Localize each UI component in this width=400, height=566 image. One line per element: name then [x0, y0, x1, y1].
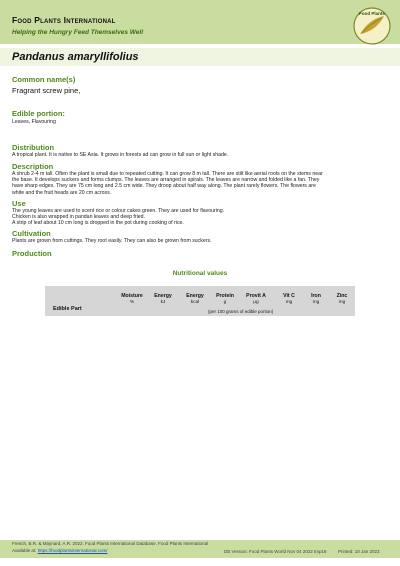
- website-link[interactable]: https://foodplantsinternational.com/: [37, 548, 108, 553]
- edible-portion-value: Leaves, Flavouring: [12, 119, 56, 125]
- description-line: white and the fruit heads are 20 cm across.: [12, 189, 112, 196]
- edible-part-label: Edible Part: [53, 306, 82, 312]
- nutrient-unit: g: [223, 300, 227, 305]
- food-plants-logo-icon: [352, 6, 392, 46]
- db-version: DB Version: Food Plants World Nov 04 2022 tmp16: [224, 549, 327, 554]
- production-heading: Production: [12, 249, 52, 258]
- nutrient-name: Energy: [186, 293, 204, 299]
- use-line: A strip of leaf about 10 cm long is dropped in the pot during cooking of rice.: [12, 220, 184, 227]
- description-text: [12, 171, 388, 196]
- nutrient-unit: mg: [285, 300, 293, 305]
- nutrient-name: Moisture: [121, 293, 143, 299]
- nutrient-name: Provit A: [246, 293, 266, 299]
- cultivation-text: Plants are grown from cuttings. They root easily. They can also be grown from suckers.: [12, 238, 212, 244]
- use-heading: Use: [12, 199, 26, 208]
- availability: [12, 548, 108, 553]
- nutrient-column-provit-a: [238, 293, 274, 305]
- org-tagline: Helping the Hungry Feed Themselves Well: [12, 29, 143, 36]
- nutrient-name: Protein: [216, 293, 234, 299]
- description-line: have sharp edges. They are 75 cm long and 2.5 cm wide. They droop about half way along. The plant rarely flowers. The flowers are: [12, 183, 316, 190]
- use-line: Chicken is also wrapped in pandan leaves and deep fried.: [12, 214, 145, 221]
- use-line: The young leaves are used to scent rice or colour cakes green. They are used for flavouring.: [12, 208, 225, 214]
- description-line: the base. It develops suckers and forms clumps. The leaves are arranged in spirals. The leaves are narrow and folded like a fan. They: [12, 177, 320, 184]
- nutrient-name: Vit C: [283, 293, 295, 299]
- nutrient-column-energy-kj: [145, 293, 181, 305]
- nutritional-values-title: Nutritional values: [172, 270, 228, 277]
- nutrient-unit: µg: [253, 300, 259, 305]
- nutrient-name: Energy: [154, 293, 172, 299]
- edible-portion-heading: Edible portion:: [12, 109, 65, 118]
- use-text: [12, 208, 388, 227]
- cultivation-heading: Cultivation: [12, 229, 51, 238]
- nutrient-name: Zinc: [336, 293, 348, 299]
- citation: French, B.R. & Maynard, A.R. 2022. Food Plants International Database. Food Plants International: [12, 541, 209, 546]
- distribution-heading: Distribution: [12, 143, 55, 152]
- nutrient-column-zinc: [324, 293, 360, 305]
- nutrient-name: Iron: [311, 293, 321, 299]
- printed-date: Printed: 10 Jan 2023: [338, 549, 380, 554]
- nutrient-unit: mg: [312, 300, 320, 305]
- nutrient-unit: kcal: [190, 300, 200, 305]
- common-names-heading: Common name(s): [12, 75, 76, 84]
- nutrient-unit: mg: [338, 300, 346, 305]
- description-line: A shrub 2-4 m tall. Often the plant is small due to repeated cutting. It can grow 8 m tall. There are stilt like aerial roots on the stems near: [12, 171, 323, 177]
- species-title: Pandanus amaryllifolius: [12, 51, 139, 63]
- nutrient-unit: kJ: [160, 300, 166, 305]
- per-100g-note: (per 100 grams of edible portion): [208, 309, 274, 314]
- logo-text: Food Plants: [359, 11, 385, 16]
- available-label: Available at:: [12, 548, 37, 553]
- nutrient-unit: %: [129, 300, 135, 305]
- common-names-value: Fragrant screw pine,: [12, 86, 81, 95]
- description-heading: Description: [12, 162, 54, 171]
- distribution-text: A tropical plant. It is native to SE Asia. It grows in forests ad can grow in full sun or light shade.: [12, 152, 229, 158]
- org-name: Food Plants International: [12, 15, 116, 25]
